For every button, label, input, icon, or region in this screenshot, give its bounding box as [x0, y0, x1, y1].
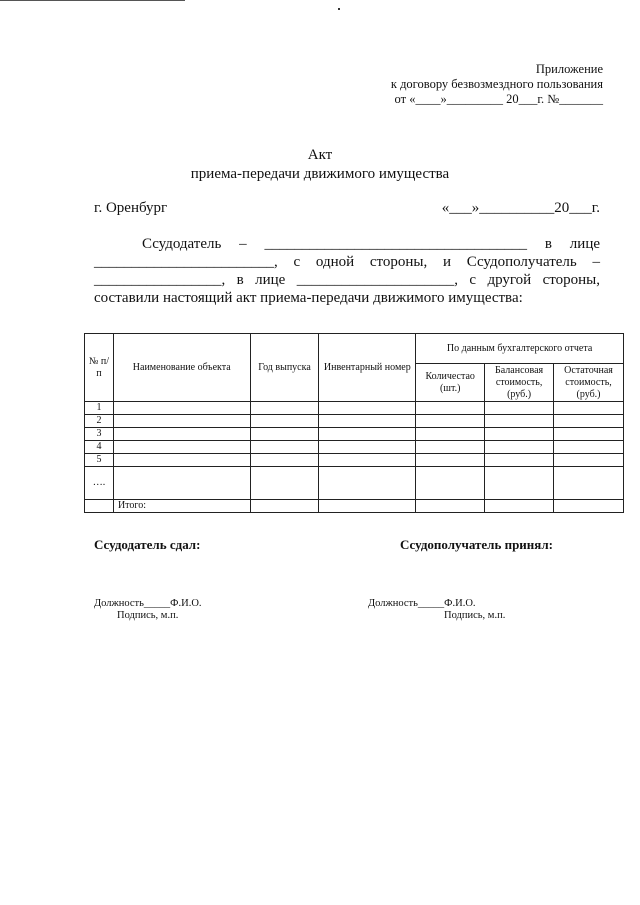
- header-name: Наименование объекта: [113, 334, 250, 402]
- lender-position-line: Должность_____Ф.И.О.: [94, 598, 202, 609]
- header-residual: Остаточная стоимость, (руб.): [554, 364, 624, 402]
- table-row: [85, 467, 624, 500]
- paragraph-line-2: ________________________, с одной стороны, и Ссудополучатель –: [94, 254, 600, 270]
- table-row: [85, 428, 624, 441]
- table-row: [85, 441, 624, 454]
- annex-line-2: к договору безвозмездного пользования: [390, 77, 603, 91]
- borrower-signature-title: Ссудополучатель принял:: [400, 537, 553, 552]
- paragraph-line-4: составили настоящий акт приема-передачи движимого имущества:: [94, 290, 523, 306]
- row-number: 3: [85, 428, 114, 441]
- place: г. Оренбург: [94, 200, 168, 216]
- total-label: Итого:: [113, 500, 250, 513]
- row-number: ….: [85, 467, 114, 500]
- table-row: [85, 402, 624, 415]
- lender-signature-note: Подпись, м.п.: [117, 610, 179, 621]
- borrower-position-line: Должность_____Ф.И.О.: [368, 598, 476, 609]
- top-rule: [0, 0, 185, 1]
- table-row: [85, 415, 624, 428]
- annex-block: [391, 62, 603, 107]
- total-row: [85, 500, 624, 513]
- row-number: 5: [85, 454, 114, 467]
- paragraph-line-1: Ссудодатель – ___________________________________ в лице: [142, 236, 600, 252]
- header-inventory: Инвентарный номер: [319, 334, 416, 402]
- header-quantity: Количестао (шт.): [416, 364, 485, 402]
- row-number: 4: [85, 441, 114, 454]
- paragraph-line-3: _________________, в лице _____________________, с другой стороны,: [94, 272, 600, 288]
- header-year: Год выпуска: [250, 334, 319, 402]
- header-accounting: По данным бухгалтерского отчета: [416, 334, 624, 364]
- date-field: «___»__________20___г.: [441, 200, 600, 216]
- document-subtitle: приема-передачи движимого имущества: [190, 166, 450, 182]
- document-title: Акт: [307, 147, 333, 163]
- row-number: 2: [85, 415, 114, 428]
- row-number: 1: [85, 402, 114, 415]
- annex-line-3: от «____»_________ 20___г. №_______: [394, 92, 603, 106]
- property-table: [84, 333, 624, 513]
- table-row: [85, 454, 624, 467]
- borrower-signature-note: Подпись, м.п.: [444, 610, 506, 621]
- annex-line-1: Приложение: [535, 62, 603, 76]
- scan-dot: [338, 8, 340, 10]
- lender-signature-title: Ссудодатель сдал:: [94, 537, 201, 552]
- header-num: № п/п: [85, 334, 114, 402]
- header-balance: Балансовая стоимость, (руб.): [485, 364, 554, 402]
